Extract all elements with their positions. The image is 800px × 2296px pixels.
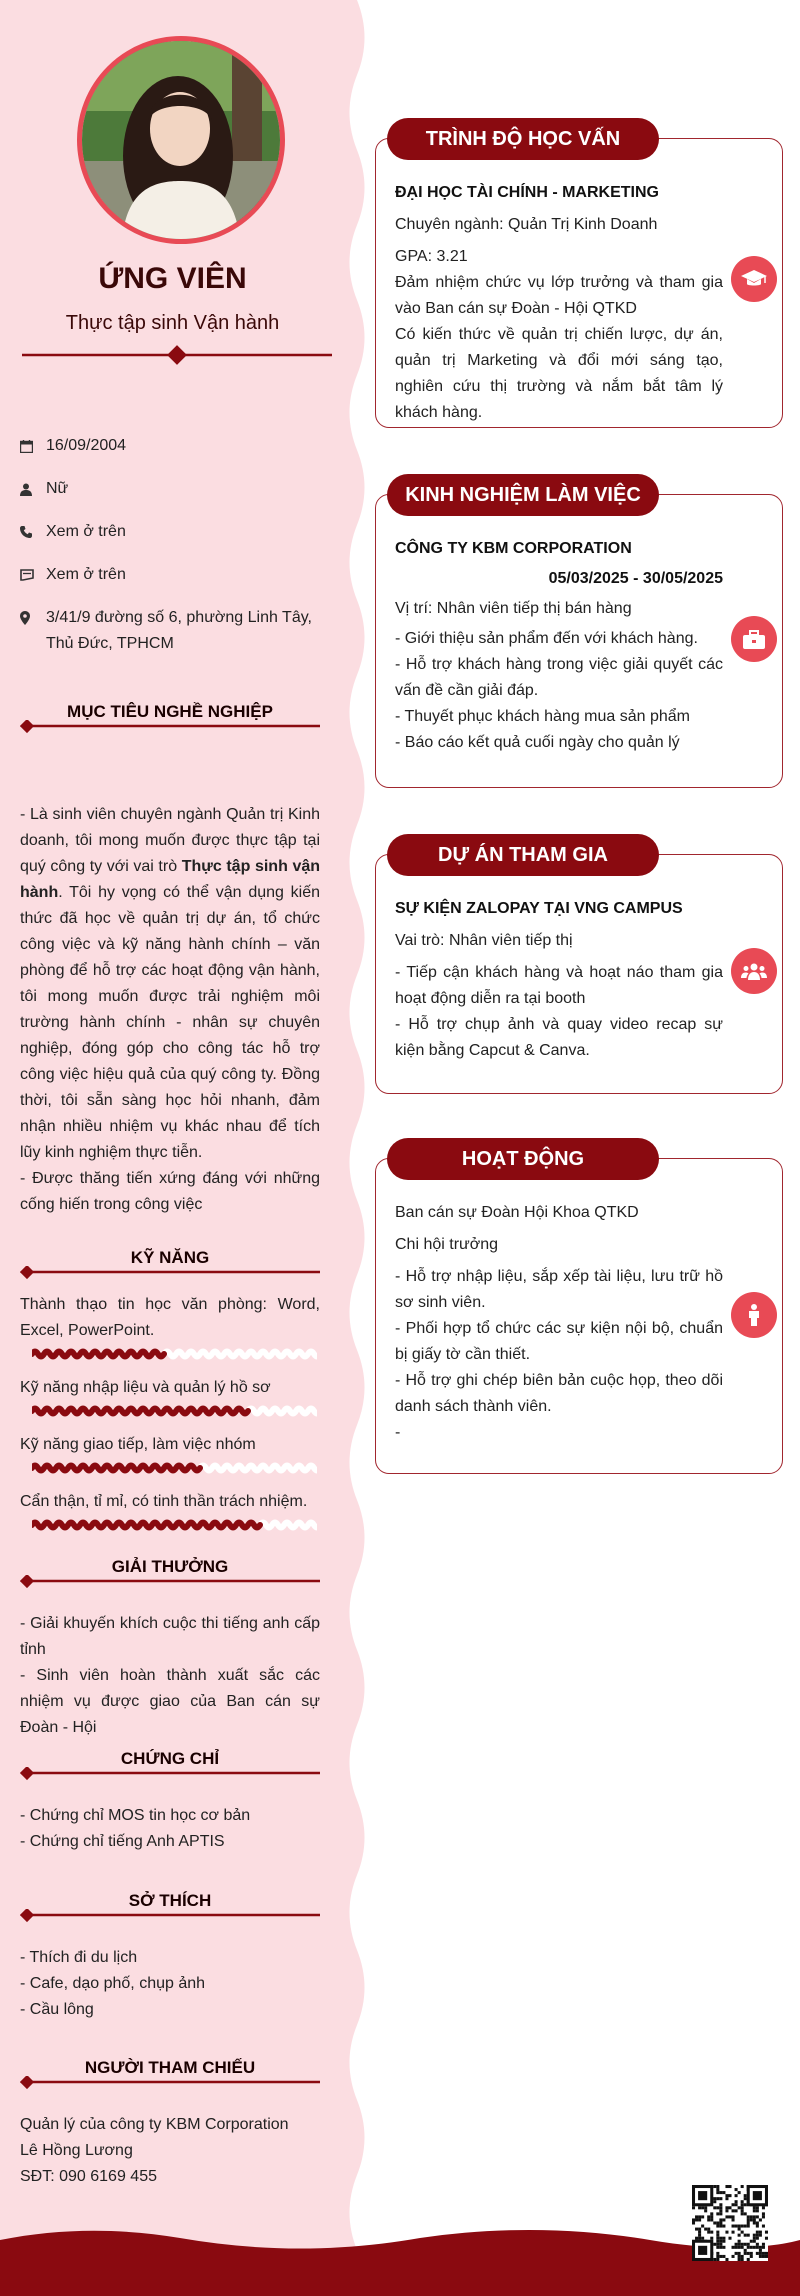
reference-line: SĐT: 090 6169 455 (20, 2168, 157, 2185)
activity-task: - (395, 1424, 401, 1441)
objective-section (20, 702, 320, 1218)
contact-email (20, 562, 330, 588)
hobbies-title: SỞ THÍCH (128, 1891, 212, 1910)
activity-task: - Phối hợp tổ chức các sự kiện nội bộ, chuẩn bị giấy tờ cần thiết. (395, 1320, 723, 1363)
gender-text: Nữ (46, 480, 69, 497)
certificates-list (20, 1803, 320, 1855)
contact-gender (20, 476, 330, 502)
hobbies-list (20, 1945, 320, 2023)
school-name: ĐẠI HỌC TÀI CHÍNH - MARKETING (395, 184, 659, 201)
email-text: Xem ở trên (46, 566, 126, 583)
skill-label: Cẩn thận, tỉ mỉ, có tinh thần trách nhiệm. (20, 1493, 308, 1510)
hobby-item: - Cafe, dạo phố, chụp ảnh (20, 1975, 206, 1992)
education-major: Chuyên ngành: Quản Trị Kinh Doanh (395, 216, 658, 233)
skill-level-bar (32, 1462, 317, 1474)
objective-highlight: Thực tập sinh vận hành (20, 858, 321, 901)
avatar-photo (82, 41, 280, 239)
skill-level-fill (32, 1466, 200, 1471)
experience-position: Vị trí: Nhân viên tiếp thị bán hàng (395, 600, 632, 617)
projects-title: DỰ ÁN THAM GIA (387, 834, 659, 876)
contact-address (20, 605, 330, 657)
activities-title: HOẠT ĐỘNG (387, 1138, 659, 1180)
activities-section (375, 1138, 783, 1478)
name-divider (22, 345, 332, 365)
certificate-item: - Chứng chỉ tiếng Anh APTIS (20, 1833, 225, 1850)
phone-icon (20, 519, 46, 545)
reference-line: Lê Hồng Lương (20, 2142, 133, 2159)
experience-task: - Hỗ trợ khách hàng trong việc giải quyết các vấn đề cần giải đáp. (395, 656, 723, 699)
experience-task: - Thuyết phục khách hàng mua sản phẩm (395, 708, 690, 725)
hobby-item: - Cầu lông (20, 2001, 94, 2018)
activity-task: - Hỗ trợ ghi chép biên bản cuộc họp, theo dõi danh sách thành viên. (395, 1372, 723, 1415)
project-task: - Hỗ trợ chụp ảnh và quay video recap sự kiện bằng Capcut & Canva. (395, 1016, 723, 1059)
candidate-role: Thực tập sinh Vận hành (65, 312, 280, 334)
education-content (395, 180, 723, 426)
phone-text: Xem ở trên (46, 523, 126, 540)
education-desc: Đảm nhiệm chức vụ lớp trưởng và tham gia vào Ban cán sự Đoàn - Hội QTKD (395, 274, 723, 317)
project-role: Vai trò: Nhân viên tiếp thị (395, 932, 573, 949)
awards-list (20, 1611, 320, 1741)
hobby-item: - Thích đi du lịch (20, 1949, 138, 1966)
education-title: TRÌNH ĐỘ HỌC VẤN (387, 118, 659, 160)
references-divider (20, 2076, 320, 2090)
certificates-header (20, 1749, 320, 1779)
certificates-section (20, 1749, 320, 1855)
certificates-divider (20, 1767, 320, 1781)
hobbies-section (20, 1891, 320, 2023)
email-icon (20, 562, 46, 588)
education-gpa: GPA: 3.21 (395, 248, 468, 265)
skill-label: Kỹ năng giao tiếp, làm việc nhóm (20, 1436, 256, 1453)
references-section (20, 2058, 320, 2190)
contact-phone (20, 519, 330, 545)
activity-task: - Hỗ trợ nhập liệu, sắp xếp tài liệu, lưu trữ hồ sơ sinh viên. (395, 1268, 723, 1311)
skills-title: KỸ NĂNG (130, 1248, 210, 1267)
award-item: - Giải khuyến khích cuộc thi tiếng anh cấp tỉnh (20, 1615, 320, 1658)
address-text: 3/41/9 đường số 6, phường Linh Tây, Thủ Đức, TPHCM (46, 609, 312, 652)
references-header (20, 2058, 320, 2088)
project-task: - Tiếp cận khách hàng và hoạt náo tham gia hoạt động diễn ra tại booth (395, 964, 723, 1007)
skill-level-fill (32, 1409, 248, 1414)
briefcase-icon (731, 616, 777, 662)
qr-code[interactable] (692, 2185, 768, 2261)
experience-content (395, 536, 723, 756)
reference-line: Quản lý của công ty KBM Corporation (20, 2116, 289, 2133)
skill-level-bar (32, 1348, 317, 1360)
objective-text-part: . Tôi hy vọng có thể vận dụng kiến thức đã học về quản trị dự án, tổ chức công việc và kỹ năng hành chính – văn phòng để hỗ trợ các hoạt động vận hành, tôi mong muốn được trải nghiệm môi trường hành chính - nhân sự chuyên nghiệp, đóng góp cho công tác hỗ trợ công việc hiệu quả của quý công ty. Đồng thời, tôi sẵn sàng học hỏi nhanh, đảm nhận nhiều nhiệm vụ khác nhau để tích lũy kinh nghiệm thực tiễn. (20, 884, 320, 1161)
skills-section (20, 1248, 320, 1546)
contact-list (20, 433, 330, 674)
references-title: NGƯỜI THAM CHIẾU (84, 2058, 256, 2077)
map-pin-icon (20, 605, 46, 631)
education-desc: Có kiến thức về quản trị chiến lược, dự án, quản trị Marketing và đổi mới sáng tạo, nghiên cứu thị trường và nắm bắt tâm lý khách hàng. (395, 326, 723, 421)
calendar-icon (20, 433, 46, 459)
award-item: - Sinh viên hoàn thành xuất sắc các nhiệm vụ được giao của Ban cán sự Đoàn - Hội (20, 1667, 320, 1736)
skill-level-bar (32, 1405, 317, 1417)
skill-label: Thành thạo tin học văn phòng: Word, Excel, PowerPoint. (20, 1296, 320, 1339)
project-name: SỰ KIỆN ZALOPAY TẠI VNG CAMPUS (395, 900, 683, 917)
certificate-item: - Chứng chỉ MOS tin học cơ bản (20, 1807, 251, 1824)
footer-wave (0, 2226, 800, 2296)
hobbies-divider (20, 1909, 320, 1923)
education-section (375, 118, 783, 428)
objective-header (20, 702, 320, 732)
skills-divider (20, 1266, 320, 1280)
experience-section (375, 474, 783, 794)
candidate-name: ỨNG VIÊN (98, 262, 247, 295)
awards-divider (20, 1575, 320, 1589)
objective-text (20, 802, 320, 1166)
dob-text: 16/09/2004 (46, 437, 127, 454)
skill-level-fill (32, 1352, 164, 1357)
hobbies-header (20, 1891, 320, 1921)
projects-section (375, 834, 783, 1094)
objective-divider (20, 720, 320, 734)
experience-title: KINH NGHIỆM LÀM VIỆC (387, 474, 659, 516)
experience-task: - Giới thiệu sản phẩm đến với khách hàng. (395, 630, 698, 647)
activity-role: Chi hội trưởng (395, 1236, 499, 1253)
skill-label: Kỹ năng nhập liệu và quản lý hồ sơ (20, 1379, 271, 1396)
objective-title: MỤC TIÊU NGHỀ NGHIỆP (67, 702, 273, 721)
person-icon (731, 1292, 777, 1338)
sidebar-wave-edge (345, 0, 375, 2296)
contact-dob (20, 433, 330, 459)
skill-level-fill (32, 1523, 260, 1528)
skills-header (20, 1248, 320, 1278)
activities-content (395, 1200, 723, 1446)
awards-section (20, 1557, 320, 1741)
avatar (77, 36, 285, 244)
projects-content (395, 896, 723, 1064)
experience-date: 05/03/2025 - 30/05/2025 (548, 570, 723, 587)
user-icon (20, 476, 46, 502)
awards-header (20, 1557, 320, 1587)
skill-level-bar (32, 1519, 317, 1531)
experience-task: - Báo cáo kết quả cuối ngày cho quản lý (395, 734, 680, 751)
skills-list (20, 1292, 320, 1546)
objective-goal: - Được thăng tiến xứng đáng với những cống hiến trong công việc (20, 1170, 320, 1213)
users-group-icon (731, 948, 777, 994)
activity-org: Ban cán sự Đoàn Hội Khoa QTKD (395, 1204, 639, 1221)
awards-title: GIẢI THƯỞNG (111, 1557, 229, 1576)
objective-text-part: - Là sinh viên chuyên ngành Quản trị Kinh doanh, tôi mong muốn được thực tập tại quý công ty với vai trò (20, 806, 320, 875)
company-name: CÔNG TY KBM CORPORATION (395, 540, 632, 557)
references-list (20, 2112, 320, 2190)
certificates-title: CHỨNG CHỈ (120, 1749, 220, 1768)
graduation-cap-icon (731, 256, 777, 302)
